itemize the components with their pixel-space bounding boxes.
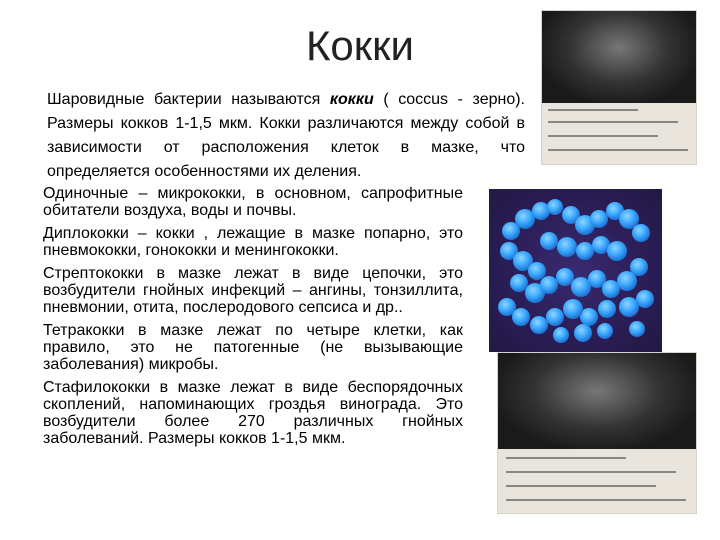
intro-text-start: Шаровидные бактерии называются <box>47 91 330 108</box>
coccus-cell <box>532 202 550 220</box>
list-item-diplococci: Диплококки – кокки , лежащие в мазке попарно, это пневмококки, гонококки и менингококки. <box>43 225 463 259</box>
intro-text-end: ( coccus - зерно). Размеры кокков 1-1,5 мкм. Кокки различаются между собой в зависимости от расположения клеток в мазке, что определяется особенностями их деления. <box>47 91 526 180</box>
coccus-cell <box>556 268 574 286</box>
cocci-types-list <box>43 185 463 453</box>
coccus-cell <box>576 242 594 260</box>
intro-term: кокки <box>329 91 374 108</box>
portrait-image <box>498 353 696 449</box>
cocci-micrograph-svg <box>489 189 662 352</box>
coccus-cell <box>553 327 569 343</box>
cocci-cells <box>498 199 654 343</box>
intro-paragraph <box>47 88 525 184</box>
coccus-cell <box>607 241 627 261</box>
list-item-streptococci: Стрептококки в мазке лежат в виде цепочки, это возбудители гнойных инфекций – ангины, тонзиллита, пневмонии, отита, послеродового сепсиса и др.. <box>43 265 463 316</box>
coccus-cell <box>632 224 650 242</box>
coccus-cell <box>530 316 548 334</box>
coccus-cell <box>510 274 528 292</box>
coccus-cell <box>528 262 546 280</box>
coccus-cell <box>630 258 648 276</box>
coccus-cell <box>557 237 577 257</box>
coccus-cell <box>598 300 616 318</box>
coccus-cell <box>515 209 535 229</box>
coccus-cell <box>512 308 530 326</box>
coccus-cell <box>563 299 583 319</box>
scanned-portrait-top <box>541 10 697 165</box>
list-item-staphylococci: Стафилококки в мазке лежат в виде беспорядочных скоплений, напоминающих гроздья винограда. Это возбудители более 270 различных гнойных заболеваний. Размеры кокков 1-1,5 мкм. <box>43 379 463 447</box>
coccus-cell <box>629 321 645 337</box>
slide-title: Кокки <box>305 22 415 69</box>
scanned-portrait-bottom <box>497 352 697 514</box>
coccus-cell <box>547 199 563 215</box>
coccus-cell <box>597 323 613 339</box>
portrait-image <box>542 11 696 103</box>
coccus-cell <box>540 232 558 250</box>
coccus-cell <box>540 276 558 294</box>
list-item-tetracocci: Тетракокки в мазке лежат по четыре клетки, как правило, это не патогенные (не вызывающие заболевания) микробы. <box>43 322 463 373</box>
list-item-micrococci: Одиночные – микрококки, в основном, сапрофитные обитатели воздуха, воды и почвы. <box>43 185 463 219</box>
coccus-cell <box>546 308 564 326</box>
coccus-cell <box>619 297 639 317</box>
cocci-micrograph <box>489 189 662 352</box>
coccus-cell <box>571 277 591 297</box>
coccus-cell <box>574 324 592 342</box>
coccus-cell <box>590 210 608 228</box>
